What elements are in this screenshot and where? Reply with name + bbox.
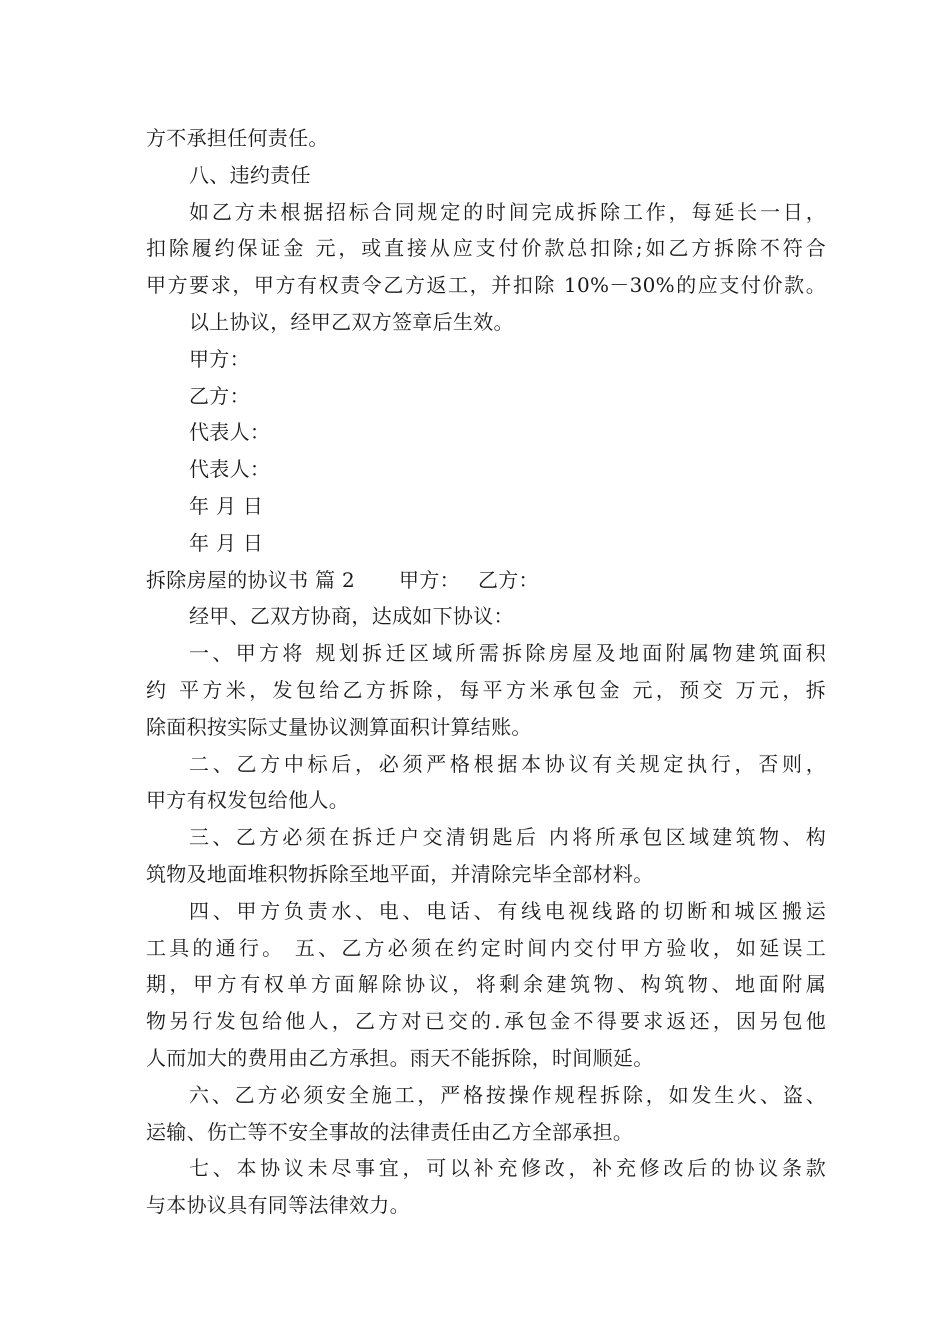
paragraph-line: 七、本协议未尽事宜，可以补充修改，补充修改后的协议条款: [189, 1156, 826, 1181]
paragraph-line: 甲方要求，甲方有权责令乙方返工，并扣除 10%－30%的应支付价款。: [146, 273, 826, 298]
section-title-line: [146, 562, 826, 599]
section-title: 拆除房屋的协议书 篇 2: [146, 567, 356, 592]
paragraph-line: 三、乙方必须在拆迁户交清钥匙后 内将所承包区域建筑物、构: [189, 825, 826, 850]
signature-line: 代表人：: [189, 457, 271, 482]
signature-line: 甲方：: [189, 346, 250, 371]
paragraph-line: 除面积按实际丈量协议测算面积计算结账。: [146, 714, 532, 739]
party-b-label: 乙方：: [477, 567, 539, 592]
paragraph-line: 二、乙方中标后，必须严格根据本协议有关规定执行，否则，: [189, 751, 826, 776]
signature-line: 代表人：: [189, 420, 271, 445]
paragraph-line: 经甲、乙双方协商，达成如下协议：: [189, 604, 514, 629]
paragraph-line: 筑物及地面堆积物拆除至地平面，并清除完毕全部材料。: [146, 861, 654, 886]
paragraph-line: 方不承担任何责任。: [146, 126, 329, 150]
paragraph-line: 与本协议具有同等法律效力。: [146, 1193, 410, 1218]
paragraph-line: 约 平方米，发包给乙方拆除，每平方米承包金 元，预交 万元，拆: [146, 677, 826, 702]
paragraph-line: 人而加大的费用由乙方承担。雨天不能拆除，时间顺延。: [146, 1045, 654, 1070]
date-line: 年 月 日: [189, 493, 264, 518]
paragraph-line: 物另行发包给他人，乙方对已交的.承包金不得要求返还，因另包他: [146, 1009, 826, 1034]
paragraph-line: 运输、伤亡等不安全事故的法律责任由乙方全部承担。: [146, 1119, 634, 1144]
paragraph-line: 四、甲方负责水、电、电话、有线电视线路的切断和城区搬运: [189, 898, 826, 923]
signature-line: 乙方：: [189, 383, 250, 408]
paragraph-line: 一、甲方将 规划拆迁区域所需拆除房屋及地面附属物建筑面积: [189, 641, 826, 666]
paragraph-line: 期，甲方有权单方面解除协议，将剩余建筑物、构筑物、地面附属: [146, 972, 826, 997]
section-heading: 八、违约责任: [189, 162, 311, 187]
paragraph-line: 六、乙方必须安全施工，严格按操作规程拆除，如发生火、盗、: [189, 1082, 826, 1107]
date-line: 年 月 日: [189, 530, 264, 555]
paragraph-line: 如乙方未根据招标合同规定的时间完成拆除工作，每延长一日，: [189, 199, 826, 224]
paragraph-line: 扣除履约保证金 元，或直接从应支付价款总扣除;如乙方拆除不符合: [146, 236, 826, 261]
paragraph-line: 甲方有权发包给他人。: [146, 788, 349, 813]
paragraph-line: 工具的通行。 五、乙方必须在约定时间内交付甲方验收，如延误工: [146, 935, 826, 960]
paragraph-line: 以上协议，经甲乙双方签章后生效。: [189, 309, 514, 334]
document-page: [146, 120, 826, 1224]
party-a-label: 甲方：: [399, 567, 460, 592]
